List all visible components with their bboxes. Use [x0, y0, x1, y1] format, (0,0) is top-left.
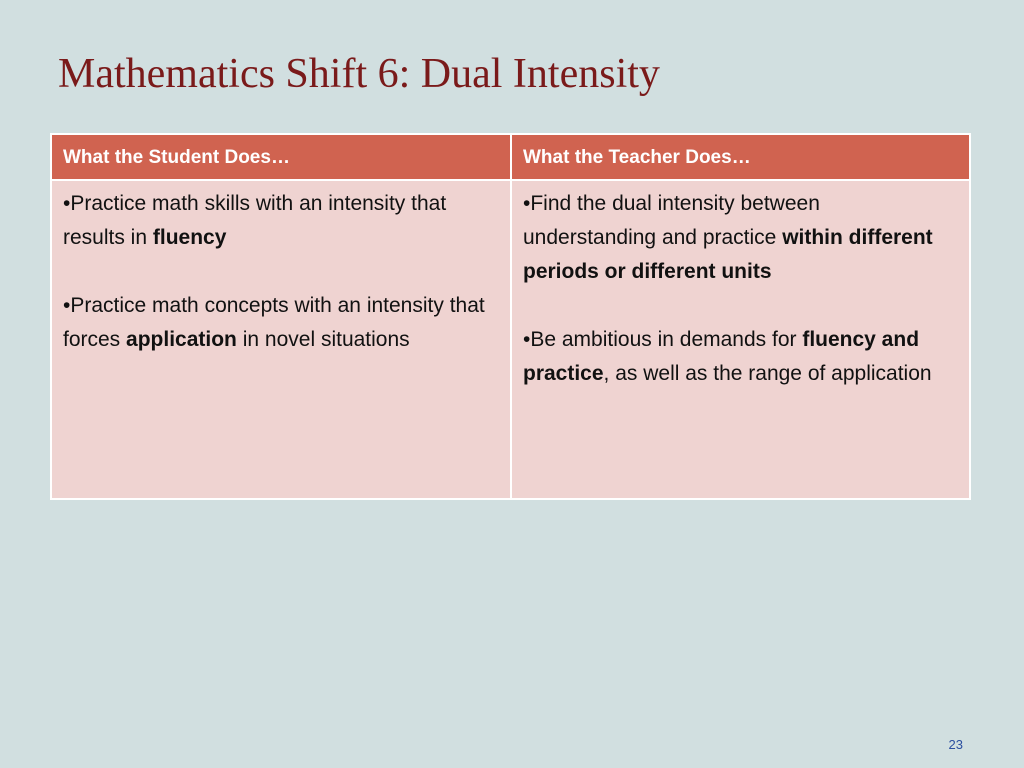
bullet-text: •Be ambitious in demands for	[523, 328, 803, 351]
page-number: 23	[948, 737, 963, 752]
student-bullet-1	[63, 187, 499, 255]
bullet-bold-text: within different periods or different units	[523, 226, 933, 283]
header-student: What the Student Does…	[51, 134, 511, 180]
bullet-text: , as well as the range of application	[603, 362, 932, 385]
bullet-spacer	[523, 289, 958, 323]
bullet-text: •Practice math concepts with an intensity that forces	[63, 294, 485, 351]
bullet-bold-text: application	[126, 328, 237, 351]
bullet-bold-text: fluency	[152, 226, 227, 249]
teacher-bullet-1	[523, 187, 958, 289]
table-row	[51, 180, 970, 499]
bullet-bold-text: fluency and practice	[523, 328, 920, 385]
teacher-bullet-2	[523, 323, 958, 391]
header-teacher: What the Teacher Does…	[511, 134, 970, 180]
student-cell	[51, 180, 511, 499]
bullet-text: in novel situations	[236, 328, 410, 351]
slide-title: Mathematics Shift 6: Dual Intensity	[58, 51, 660, 97]
table-header-row	[51, 134, 970, 180]
student-bullet-2	[63, 289, 499, 357]
bullet-text: •Practice math skills with an intensity that results in	[63, 192, 447, 249]
bullet-spacer	[63, 255, 499, 289]
teacher-cell	[511, 180, 970, 499]
shift-table	[50, 133, 971, 500]
bullet-text: •Find the dual intensity between understanding and practice	[523, 192, 820, 249]
